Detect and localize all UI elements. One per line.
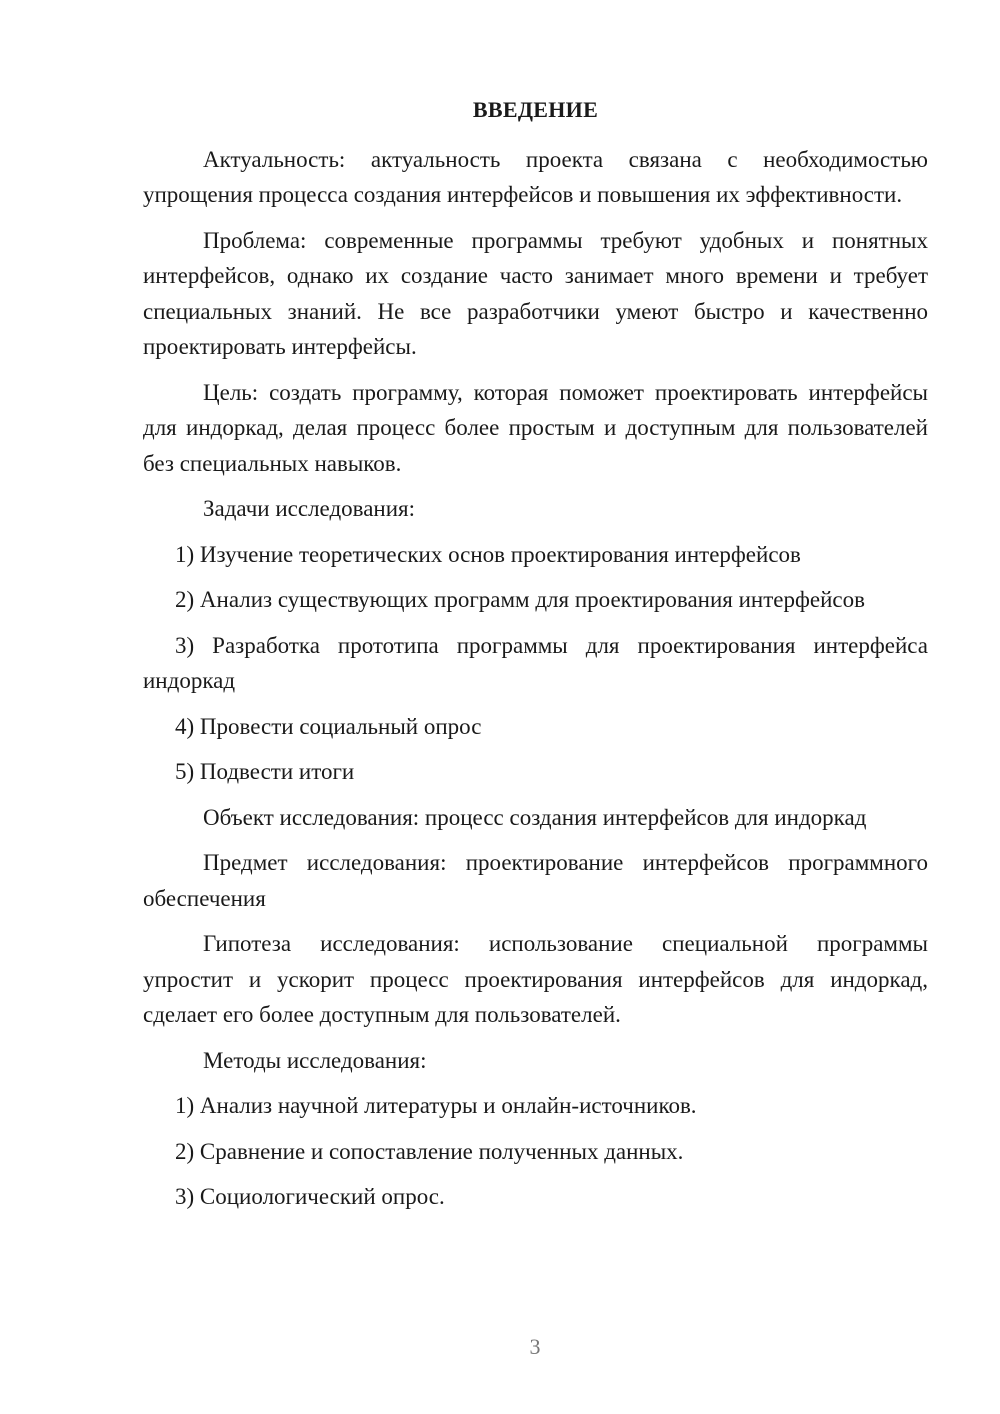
relevance-paragraph: Актуальность: актуальность проекта связана с необходимостью упрощения процесса создания интерфейсов и повышения их эффективности. [143, 146, 928, 207]
hypothesis-paragraph: Гипотеза исследования: использование специальной программы упростит и ускорит процесс проектирования интерфейсов для индоркад, сделает его более доступным для пользователей. [143, 931, 928, 1027]
task-item-1: 1) Изучение теоретических основ проектирования интерфейсов [175, 541, 801, 567]
object-paragraph: Объект исследования: процесс создания интерфейсов для индоркад [203, 804, 867, 830]
method-item-3: 3) Социологический опрос. [175, 1184, 445, 1209]
tasks-heading: Задачи исследования: [203, 496, 416, 521]
task-item-5: 5) Подвести итоги [175, 759, 355, 784]
task-item-3: 3) Разработка прототипа программы для проектирования интерфейса индоркад [143, 632, 928, 693]
task-item-4: 4) Провести социальный опрос [175, 713, 482, 739]
subject-paragraph: Предмет исследования: проектирование интерфейсов программного обеспечения [143, 850, 928, 911]
document-body [143, 92, 928, 1225]
goal-paragraph: Цель: создать программу, которая поможет проектировать интерфейсы для индоркад, делая процесс более простым и доступным для пользователей без специальных навыков. [143, 379, 928, 476]
problem-paragraph: Проблема: современные программы требуют удобных и понятных интерфейсов, однако их создание часто занимает много времени и требует специальных знаний. Не все разработчики умеют быстро и качественно проектировать интерфейсы. [143, 227, 928, 359]
methods-heading: Методы исследования: [203, 1047, 427, 1073]
task-item-2: 2) Анализ существующих программ для проектирования интерфейсов [175, 587, 865, 612]
method-item-1: 1) Анализ научной литературы и онлайн-источников. [175, 1093, 697, 1118]
page-title: ВВЕДЕНИЕ [472, 97, 599, 122]
method-item-2: 2) Сравнение и сопоставление полученных данных. [175, 1138, 684, 1164]
page-number: 3 [529, 1334, 541, 1359]
